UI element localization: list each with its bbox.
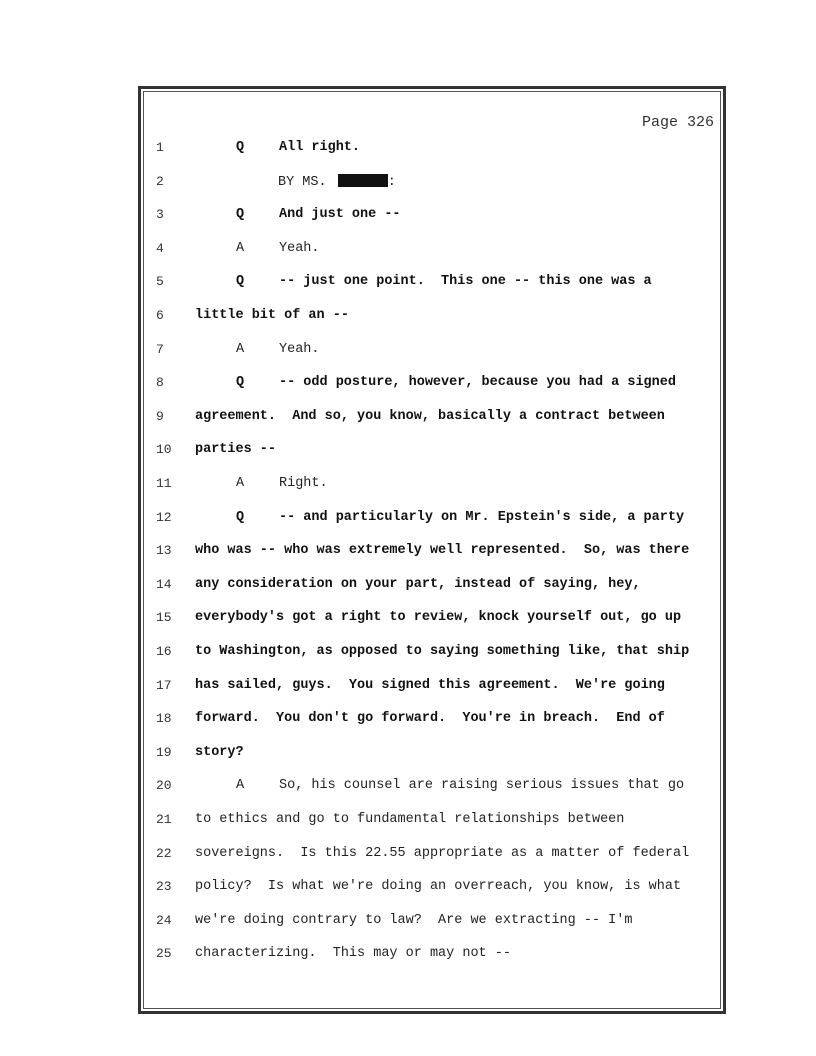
line-number: 2 — [156, 174, 164, 189]
line-number: 4 — [156, 241, 164, 256]
transcript-line — [0, 241, 816, 265]
line-text: -- odd posture, however, because you had a signed — [279, 375, 676, 390]
line-number: 22 — [156, 846, 172, 861]
line-number: 15 — [156, 610, 172, 625]
transcript-line — [0, 476, 816, 500]
speaker-label: A — [236, 342, 245, 357]
transcript-line — [0, 274, 816, 298]
line-text: we're doing contrary to law? Are we extracting -- I'm — [195, 913, 633, 928]
line-text: who was -- who was extremely well represented. So, was there — [195, 543, 690, 558]
line-text: Right. — [279, 476, 328, 491]
transcript-line — [0, 879, 816, 903]
transcript-line — [0, 678, 816, 702]
transcript-line — [0, 812, 816, 836]
line-number: 12 — [156, 510, 172, 525]
transcript-line — [0, 846, 816, 870]
line-text: story? — [195, 745, 244, 760]
speaker-label: Q — [236, 375, 245, 390]
transcript-line — [0, 140, 816, 164]
line-number: 11 — [156, 476, 172, 491]
page-number: Page 326 — [641, 114, 714, 131]
line-text: characterizing. This may or may not -- — [195, 946, 511, 961]
line-number: 5 — [156, 274, 164, 289]
line-number: 13 — [156, 543, 172, 558]
line-number: 9 — [156, 409, 164, 424]
transcript-line — [0, 174, 816, 198]
line-text: parties -- — [195, 442, 277, 457]
line-text: -- just one point. This one -- this one was a — [279, 274, 652, 289]
line-number: 8 — [156, 375, 164, 390]
transcript-line — [0, 375, 816, 399]
transcript-line — [0, 510, 816, 534]
line-text: Yeah. — [279, 241, 320, 256]
transcript-line — [0, 342, 816, 366]
line-number: 10 — [156, 442, 172, 457]
transcript-line — [0, 409, 816, 433]
line-text: agreement. And so, you know, basically a contract between — [195, 409, 665, 424]
line-text: little bit of an -- — [195, 308, 349, 323]
line-text: So, his counsel are raising serious issues that go — [279, 778, 685, 793]
line-text: Yeah. — [279, 342, 320, 357]
line-text: BY MS. : — [278, 175, 396, 190]
transcript-line — [0, 207, 816, 231]
transcript-line — [0, 610, 816, 634]
speaker-label: A — [236, 241, 245, 256]
transcript-line — [0, 577, 816, 601]
line-text: sovereigns. Is this 22.55 appropriate as a matter of federal — [195, 846, 690, 861]
transcript-line — [0, 308, 816, 332]
line-text: -- and particularly on Mr. Epstein's side, a party — [279, 510, 685, 525]
line-number: 23 — [156, 879, 172, 894]
speaker-label: Q — [236, 207, 245, 222]
speaker-label: A — [236, 778, 245, 793]
line-number: 21 — [156, 812, 172, 827]
line-number: 17 — [156, 678, 172, 693]
transcript-line — [0, 644, 816, 668]
line-number: 7 — [156, 342, 164, 357]
line-number: 6 — [156, 308, 164, 323]
speaker-label: A — [236, 476, 245, 491]
speaker-label: Q — [236, 274, 245, 289]
redaction-box — [338, 174, 388, 187]
line-number: 3 — [156, 207, 164, 222]
transcript-line — [0, 442, 816, 466]
line-text: policy? Is what we're doing an overreach, you know, is what — [195, 879, 682, 894]
line-text: forward. You don't go forward. You're in breach. End of — [195, 711, 665, 726]
transcript-line — [0, 913, 816, 937]
line-number: 14 — [156, 577, 172, 592]
transcript-line — [0, 946, 816, 970]
line-text: And just one -- — [279, 207, 401, 222]
transcript-line — [0, 543, 816, 567]
speaker-label: Q — [236, 510, 245, 525]
line-number: 18 — [156, 711, 172, 726]
line-text: everybody's got a right to review, knock yourself out, go up — [195, 610, 682, 625]
line-text: to Washington, as opposed to saying something like, that ship — [195, 644, 690, 659]
transcript-line — [0, 778, 816, 802]
line-number: 20 — [156, 778, 172, 793]
line-number: 16 — [156, 644, 172, 659]
line-text: to ethics and go to fundamental relationships between — [195, 812, 625, 827]
line-text: any consideration on your part, instead of saying, hey, — [195, 577, 641, 592]
transcript-line — [0, 711, 816, 735]
line-number: 1 — [156, 140, 164, 155]
speaker-label: Q — [236, 140, 245, 155]
line-number: 25 — [156, 946, 172, 961]
line-text: All right. — [279, 140, 361, 155]
line-number: 24 — [156, 913, 172, 928]
line-text: has sailed, guys. You signed this agreement. We're going — [195, 678, 665, 693]
line-number: 19 — [156, 745, 172, 760]
transcript-line — [0, 745, 816, 769]
